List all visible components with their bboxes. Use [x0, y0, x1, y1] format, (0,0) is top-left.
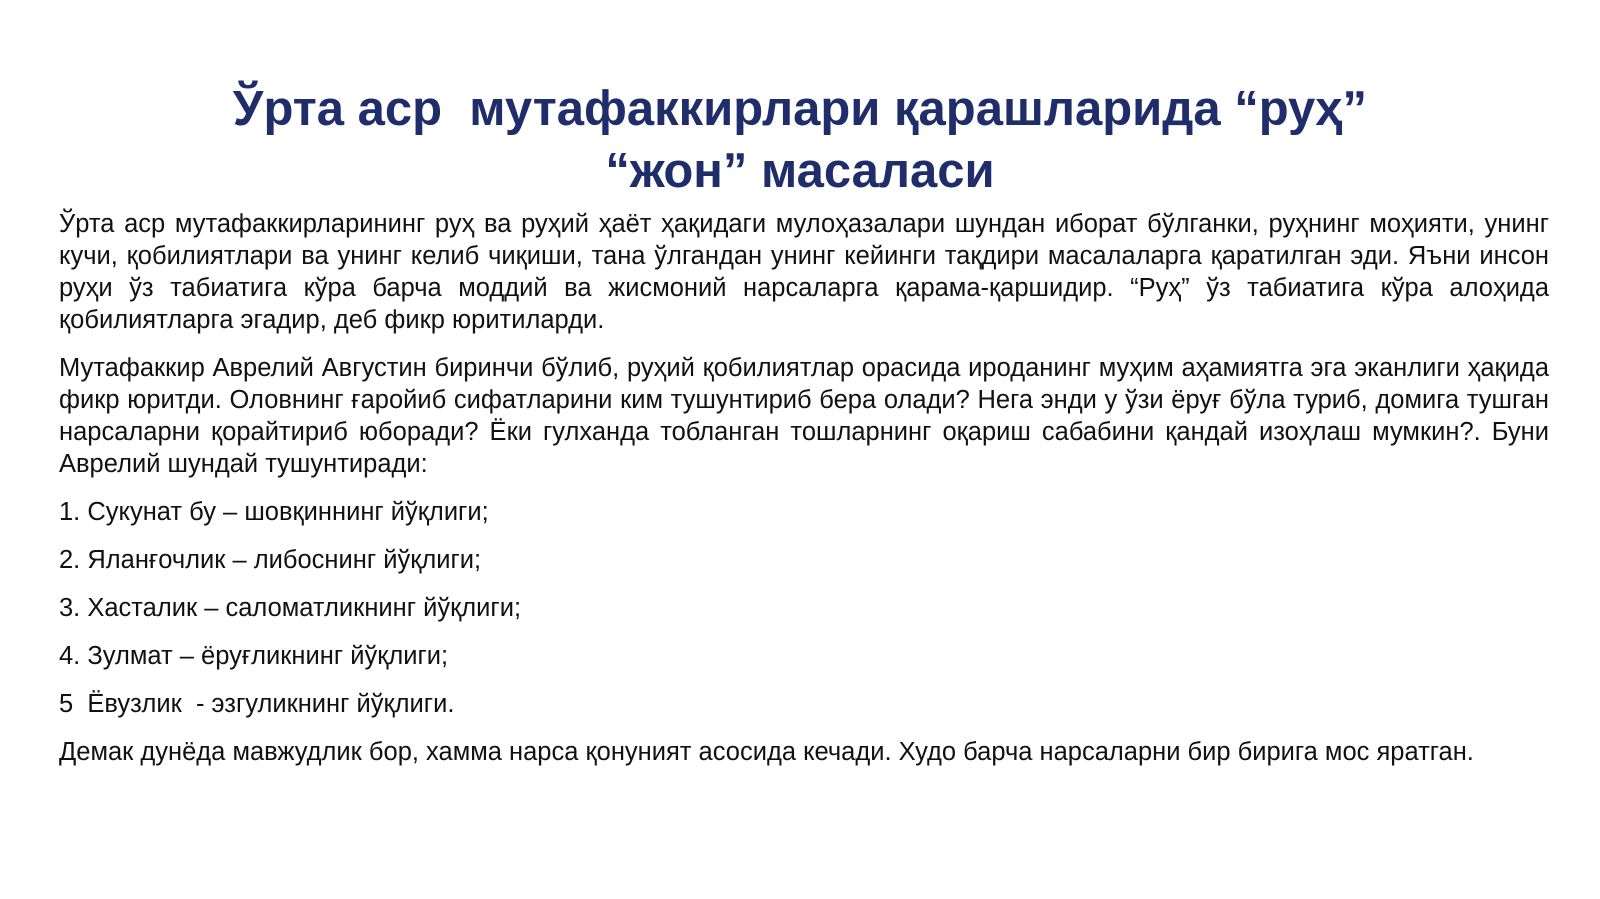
absence-list [59, 496, 1549, 720]
list-item: 4. Зулмат – ёруғликнинг йўқлиги; [59, 642, 449, 670]
list-item: 2. Яланғочлик – либоснинг йўқлиги; [59, 546, 482, 574]
list-item: 5 Ёвузлик - эзгуликнинг йўқлиги. [59, 690, 455, 718]
paragraph-conclusion: Демак дунёда мавжудлик бор, хамма нарса қонуният асосида кечади. Худо барча нарсаларни бир бирига мос яратган. [59, 738, 1474, 766]
list-item: 3. Хасталик – саломатликнинг йўқлиги; [59, 594, 522, 622]
slide-body [59, 208, 1549, 784]
slide-title [80, 78, 1520, 202]
paragraph-augustine: Мутафаккир Аврелий Августин биринчи бўлиб, руҳий қобилиятлар орасида ироданинг муҳим аҳамиятга эга эканлиги ҳақида фикр юритди. Оловнинг ғаройиб сифатларини ким тушунтириб бера олади? Нега энди у ўзи ёруғ бўла туриб, домига тушган нарсаларни қорайтириб юборади? Ёки гулханда тобланган тошларнинг оқариш сабабини қандай изоҳлаш мумкин?. Буни Аврелий шундай тушунтиради: [59, 354, 1549, 478]
paragraph-intro: Ўрта аср мутафаккирларининг руҳ ва руҳий ҳаёт ҳақидаги мулоҳазалари шундан иборат бўлганки, руҳнинг моҳияти, унинг кучи, қобилиятлари ва унинг келиб чиқиши, тана ўлгандан унинг кейинги тақдири масалаларга қаратилган эди. Яъни инсон руҳи ўз табиатига кўра барча моддий ва жисмоний нарсаларга қарама-қаршидир. “Руҳ” ўз табиатига кўра алоҳида қобилиятларга эгадир, деб фикр юритиларди. [59, 210, 1549, 334]
slide-title-line-1: Ўрта аср мутафаккирлари қарашларида “руҳ” [232, 82, 1368, 136]
list-item: 1. Сукунат бу – шовқиннинг йўқлиги; [59, 498, 489, 526]
slide-title-line-2: “жон” масаласи [605, 144, 995, 198]
